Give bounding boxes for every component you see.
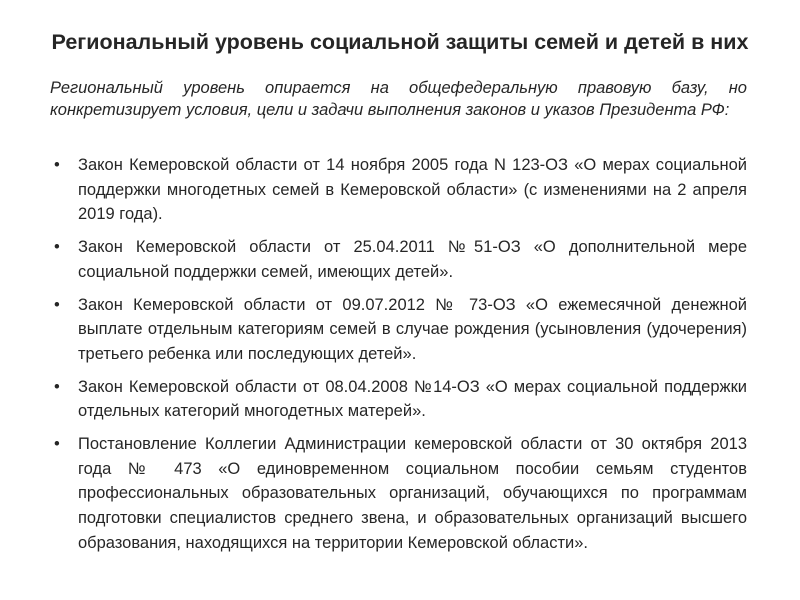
bullet-icon: • xyxy=(54,435,60,454)
list-item xyxy=(50,235,747,284)
bullet-icon: • xyxy=(54,377,60,396)
list-item-text: Закон Кемеровской области от 25.04.2011 №51-ОЗ «О дополнительной мере социальной поддержки семей, имеющих детей». xyxy=(78,238,747,281)
list-item xyxy=(50,375,747,424)
list-item-text: Закон Кемеровской области от 14 ноября 2005 года N 123-ОЗ «О мерах социальной поддержки многодетных семей в Кемеровской области» (с изменениями на 2 апреля 2019 года). xyxy=(78,156,747,224)
bullet-icon: • xyxy=(54,156,60,174)
list-item-text: Закон Кемеровской области от 08.04.2008 №14-ОЗ «О мерах социальной поддержки отдельных категорий многодетных матерей». xyxy=(78,377,747,421)
slide-title: Региональный уровень социальной защиты семей и детей в них xyxy=(51,30,749,54)
bullet-icon: • xyxy=(54,238,60,257)
law-list xyxy=(50,153,747,564)
list-item xyxy=(50,432,747,556)
list-item xyxy=(50,153,747,227)
list-item-text: Закон Кемеровской области от 09.07.2012 № 73-ОЗ «О ежемесячной денежной выплате отдельным категориям семей в случае рождения (усыновления (удочерения) третьего ребенка или последующих детей». xyxy=(78,295,747,363)
intro-paragraph: Региональный уровень опирается на общефедеральную правовую базу, но конкретизирует условия, цели и задачи выполнения законов и указов Президента РФ: xyxy=(50,79,747,119)
list-item-text: Постановление Коллегии Администрации кемеровской области от 30 октября 2013 года № 473 «О единовременном социальном пособии семьям студентов профессиональных образовательных организаций, обучающихся по программам подготовки специалистов среднего звена, и образовательных организаций высшего образования, находящихся на территории Кемеровской области». xyxy=(78,435,747,552)
list-item xyxy=(50,293,747,367)
bullet-icon: • xyxy=(54,295,60,314)
